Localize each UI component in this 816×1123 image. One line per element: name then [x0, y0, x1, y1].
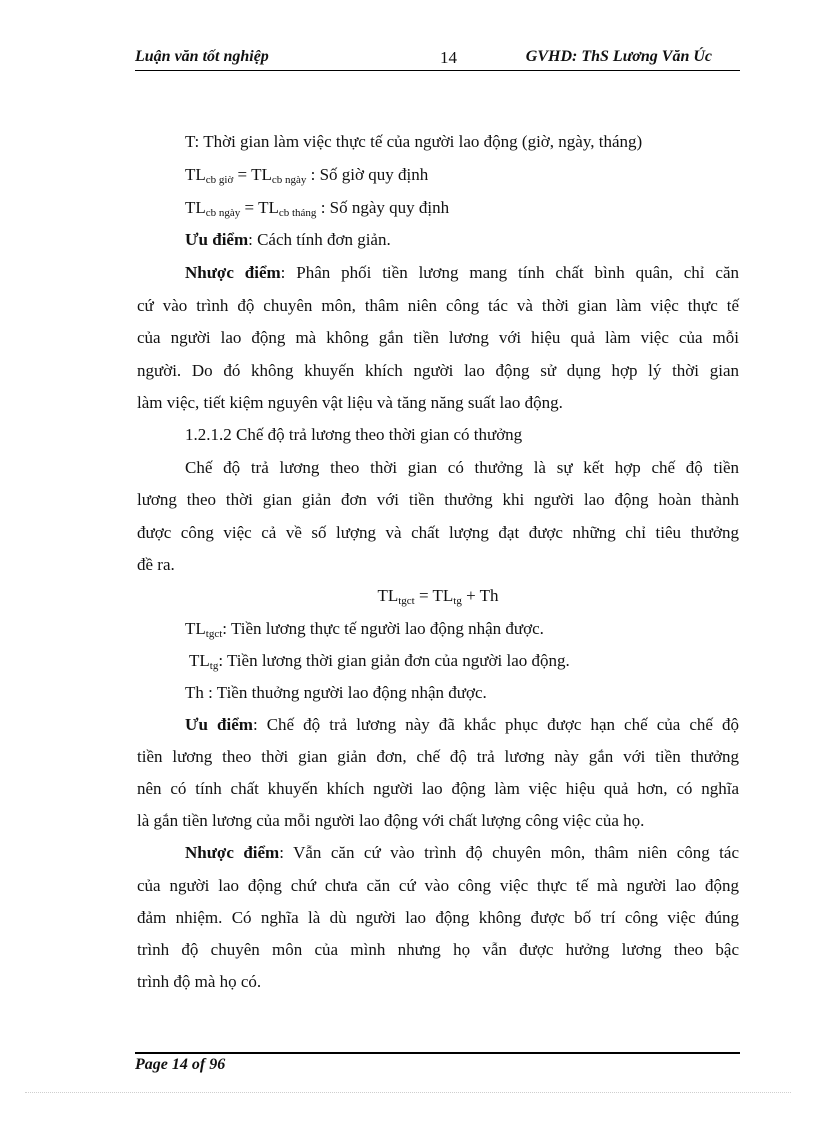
text-line: Chế độ trả lương theo thời gian có thưởng là sự kết hợp chế độ tiền: [185, 458, 739, 477]
formula-line: $TL_{cb ngày} = TL_{cb tháng}$ : Số ngày quy định: [185, 198, 450, 219]
text-line: đề ra.: [137, 555, 175, 574]
page-bottom-dotted-border: [25, 1092, 791, 1093]
text-line: là gắn tiền lương của mỗi người lao động với chất lượng công việc của họ.: [137, 811, 645, 830]
text-line: của người lao động chứ chưa căn cứ vào công việc thực tế mà người lao động: [137, 876, 739, 895]
page-footer: Page 14 of 96: [135, 1056, 226, 1073]
text-line: trình độ mà họ có.: [137, 972, 262, 991]
text-line: làm việc, tiết kiệm nguyên vật liệu và tăng năng suất lao động.: [137, 393, 563, 412]
header-thesis-title: Luận văn tốt nghiệp: [135, 48, 269, 65]
advantage-line: Ưu điểm: Chế độ trả lương này đã khắc phục được hạn chế của chế độ: [185, 715, 739, 734]
text-line: lương theo thời gian giản đơn với tiền thưởng khi người lao động hoàn thành: [137, 490, 739, 509]
text-line: nên có tính chất khuyến khích người lao động làm việc hiệu quả hơn, có nghĩa: [137, 779, 739, 798]
text-line: đảm nhiệm. Có nghĩa là dù người lao động không được bố trí công việc đúng: [137, 908, 739, 927]
text-line: tiền lương theo thời gian giản đơn, chế độ trả lương này gắn với tiền thưởng: [137, 747, 739, 766]
text-line: người. Do đó không khuyến khích người lao động sử dụng hợp lý thời gian: [137, 361, 739, 380]
footer-divider: [135, 1052, 740, 1054]
text-line: T: Thời gian làm việc thực tế của người lao động (giờ, ngày, tháng): [185, 132, 643, 151]
text-line: được công việc cả về số lượng và chất lượng đạt được những chỉ tiêu thưởng: [137, 523, 739, 542]
section-heading: 1.2.1.2 Chế độ trả lương theo thời gian có thưởng: [185, 425, 523, 444]
definition-line: Th : Tiền thuởng người lao động nhận được.: [185, 683, 487, 702]
page-header: [135, 48, 740, 71]
disadvantage-line: Nhược điểm: Phân phối tiền lương mang tính chất bình quân, chỉ căn: [185, 263, 739, 282]
disadvantage-line: Nhược điểm: Vẫn căn cứ vào trình độ chuyên môn, thâm niên công tác: [185, 843, 739, 862]
definition-line: $TL_{tg}$: Tiền lương thời gian giản đơn của người lao động.: [189, 651, 570, 672]
text-line: trình độ chuyên môn của mình nhưng họ vẫn được hưởng lương theo bậc: [137, 940, 739, 959]
text-line: của người lao động mà không gắn tiền lương với hiệu quả làm việc của mỗi: [137, 328, 739, 347]
header-supervisor: GVHD: ThS Lương Văn Úc: [525, 48, 712, 65]
text-line: cứ vào trình độ chuyên môn, thâm niên công tác và thời gian làm việc thực tế: [137, 296, 739, 315]
definition-line: $TL_{tgct}$: Tiền lương thực tế người lao động nhận được.: [185, 619, 544, 640]
formula-line: $TL_{cb giờ} = TL_{cb ngày}$ : Số giờ quy định: [185, 165, 429, 186]
advantage-line: Ưu điểm: Cách tính đơn giản.: [185, 230, 391, 249]
header-page-number: 14: [440, 48, 457, 67]
formula-center: $TL_{tgct} = TL_{tg} + Th$: [377, 586, 499, 607]
